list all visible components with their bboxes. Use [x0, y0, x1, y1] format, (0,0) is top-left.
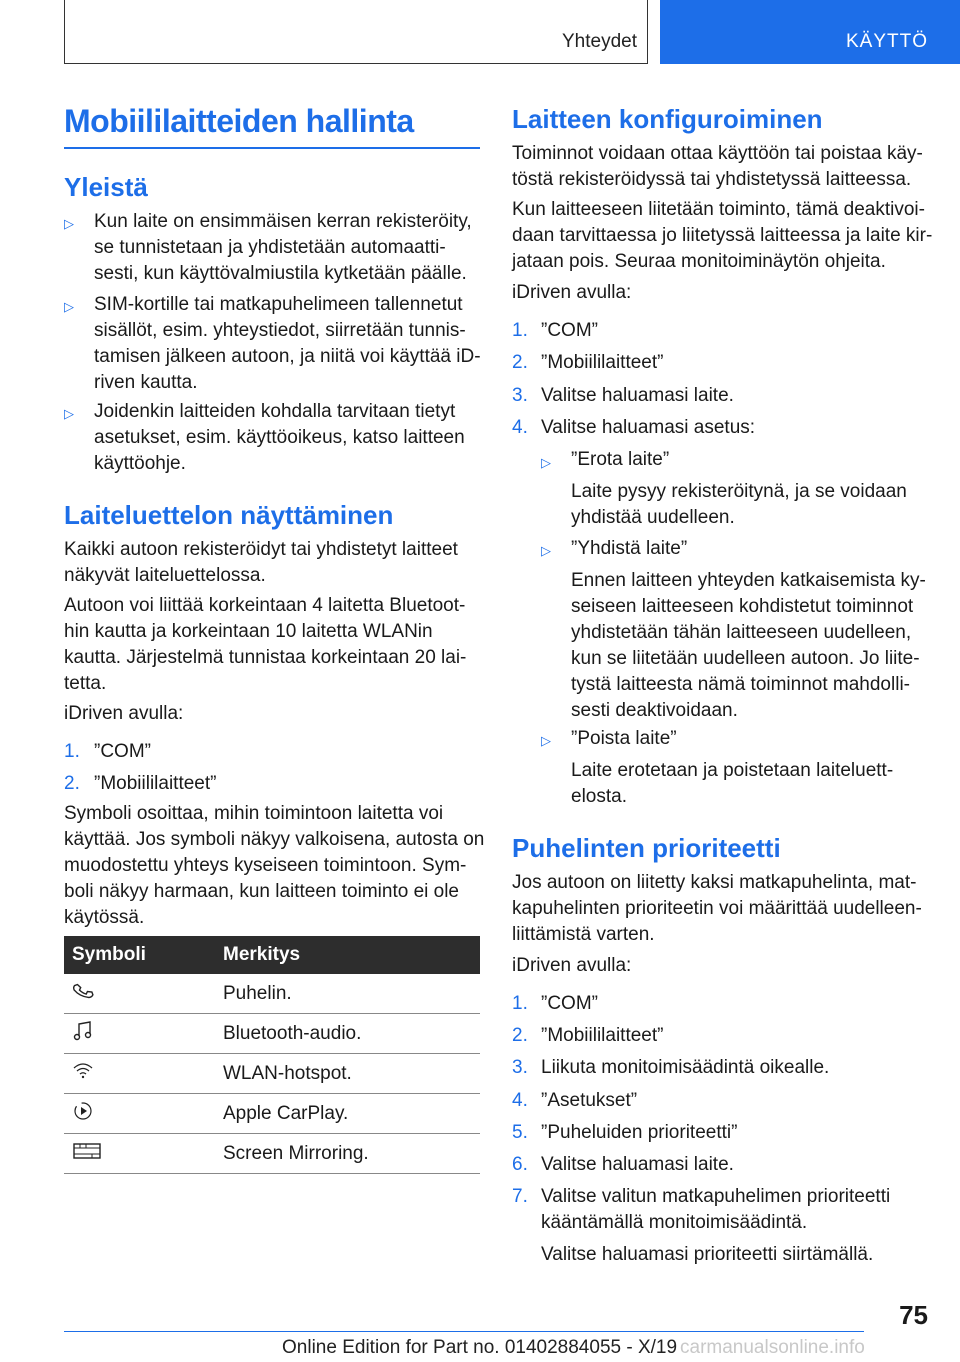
step-text: ”COM” [94, 741, 151, 762]
bullet-triangle-icon: ▷ [541, 543, 551, 558]
step-text: Valitse haluamasi asetus: [541, 417, 756, 438]
table-header-cell: Merkitys [215, 936, 480, 974]
idrive-label: iDriven avulla: [64, 703, 184, 724]
table-row [64, 1054, 480, 1094]
bullet-3: Joidenkin laitteiden kohdalla tarvitaan tietyt asetukset, esim. käyttöoikeus, katso laitteen käyttöohje. [94, 401, 465, 474]
config-paragraph-2: Kun laitteeseen liitetään toiminto, tämä deaktivoi‐ daan tarvittaessa jo liitetyssä laitteessa ja laite kir‐ jataan pois. Seuraa monitoiminäytön ohjeita. [512, 199, 933, 272]
list-paragraph-2: Autoon voi liittää korkeintaan 4 laitetta Bluetoot‐ hin kautta ja korkeintaan 10 laitetta WLANin kautta. Järjestelmä tunnistaa korkeintaan 20 lai‐ tetta. [64, 595, 467, 694]
prio-paragraph: Jos autoon on liitetty kaksi matkapuhelinta, mat‐ kapuhelinten prioriteetin voi määrittää uudelleen‐ liittämistä varten. [512, 872, 922, 945]
header-section-label: Yhteydet [562, 31, 637, 52]
step-text: ”Mobiililaitteet” [541, 1025, 664, 1046]
bullet-triangle-icon: ▷ [541, 455, 551, 470]
idrive-label: iDriven avulla: [512, 955, 632, 976]
watermark: carmanualsonline.info [680, 1337, 865, 1358]
step-number: 5. [512, 1122, 528, 1143]
sub-option-poista: ”Poista laite” Laite erotetaan ja poistetaan laiteluett‐ elosta. [571, 728, 894, 807]
page-number: 75 [899, 1300, 928, 1330]
list-paragraph-1: Kaikki autoon rekisteröidyt tai yhdistetyt laitteet näkyvät laiteluettelossa. [64, 539, 458, 586]
step-number: 4. [512, 417, 528, 438]
carplay-icon [72, 1100, 94, 1122]
symbol-paragraph: Symboli osoittaa, mihin toimintoon laitetta voi käyttää. Jos symboli näkyy valkoisena, autosta on muodostettu yhteys kyseiseen toimintoon. Sym‐ boli näkyy harmaan, kun laitteen toiminto ei ole käytössä. [64, 803, 485, 928]
step-text: ”Mobiililaitteet” [541, 352, 664, 373]
table-cell: Puhelin. [215, 974, 480, 1014]
step-text: ”COM” [541, 320, 598, 341]
step-number: 3. [512, 1057, 528, 1078]
table-cell: WLAN-hotspot. [215, 1054, 480, 1094]
step-number: 1. [512, 320, 528, 341]
step-number: 3. [512, 385, 528, 406]
step-text: Liikuta monitoimisäädintä oikealle. [541, 1057, 830, 1078]
bullet-2: SIM-kortille tai matkapuhelimeen tallennetut sisällöt, esim. yhteystiedot, siirretään tunnis‐ tamisen jälkeen autoon, ja niitä voi käyttää iD‐ riven kautta. [94, 294, 481, 393]
step-number: 4. [512, 1090, 528, 1111]
step-text: Valitse haluamasi laite. [541, 1154, 734, 1175]
header-tab [660, 0, 960, 64]
heading-yleista: Yleistä [64, 172, 148, 202]
screen-mirroring-icon [72, 1140, 102, 1162]
step-text: ”Puheluiden prioriteetti” [541, 1122, 738, 1143]
table-cell: Bluetooth-audio. [215, 1014, 480, 1054]
sub-option-erota: ”Erota laite” Laite pysyy rekisteröitynä, ja se voidaan yhdistää uudelleen. [571, 449, 907, 528]
footer-rule [64, 1331, 864, 1332]
phone-icon [72, 980, 94, 1002]
step-number: 7. [512, 1186, 528, 1207]
step-text: ”COM” [541, 993, 598, 1014]
step-number: 2. [512, 1025, 528, 1046]
table-row [64, 974, 480, 1014]
step-text: Valitse valitun matkapuhelimen prioriteetti kääntämällä monitoimisäädintä. Valitse haluamasi prioriteetti siirtämällä. [541, 1186, 891, 1265]
table-header-cell: Symboli [64, 936, 215, 974]
step-text: Valitse haluamasi laite. [541, 385, 734, 406]
bullet-triangle-icon: ▷ [64, 299, 74, 314]
bullet-triangle-icon: ▷ [64, 406, 74, 421]
table-cell: Screen Mirroring. [215, 1134, 480, 1174]
edition-note: Online Edition for Part no. 01402884055 - X/19 [282, 1337, 678, 1358]
music-note-icon [72, 1020, 94, 1042]
step-number: 6. [512, 1154, 528, 1175]
bullet-triangle-icon: ▷ [64, 216, 74, 231]
table-row [64, 1134, 480, 1174]
step-number: 2. [512, 352, 528, 373]
heading-konfiguroiminen: Laitteen konfiguroiminen [512, 104, 823, 134]
config-paragraph-1: Toiminnot voidaan ottaa käyttöön tai poistaa käy‐ töstä rekisteröidyssä tai yhdistetyssä laitteessa. [512, 143, 923, 190]
step-number: 1. [64, 741, 80, 762]
wifi-icon [72, 1060, 94, 1082]
table-header-row [64, 936, 480, 974]
step-text: ”Asetukset” [541, 1090, 638, 1111]
title-rule [64, 147, 480, 149]
bullet-triangle-icon: ▷ [541, 733, 551, 748]
page-title: Mobiililaitteiden hallinta [64, 103, 414, 139]
table-cell: Apple CarPlay. [215, 1094, 480, 1134]
idrive-label: iDriven avulla: [512, 282, 632, 303]
table-row [64, 1094, 480, 1134]
heading-laiteluettelo: Laiteluettelon näyttäminen [64, 500, 394, 530]
table-row [64, 1014, 480, 1054]
sub-option-yhdista: ”Yhdistä laite” Ennen laitteen yhteyden katkaisemista ky‐ seiseen laitteeseen kohdistetut toiminnot yhdistetään tähän laitteeseen uudelleen, kun se liitetään uudelleen autoon. Jo liite‐ tystä laitteesta nämä toiminnot mahdolli‐ sesti deaktivoidaan. [571, 538, 926, 721]
symbol-table [64, 936, 480, 1174]
heading-prioriteetti: Puhelinten prioriteetti [512, 833, 781, 863]
step-number: 1. [512, 993, 528, 1014]
step-number: 2. [64, 773, 80, 794]
header-tab-label: KÄYTTÖ [845, 31, 928, 52]
bullet-1: Kun laite on ensimmäisen kerran rekisteröity, se tunnistetaan ja yhdistetään automaatti‐ sesti, kun käyttövalmiustila kytketään päälle. [94, 211, 472, 284]
step-text: ”Mobiililaitteet” [94, 773, 217, 794]
header-section-box [64, 0, 648, 64]
